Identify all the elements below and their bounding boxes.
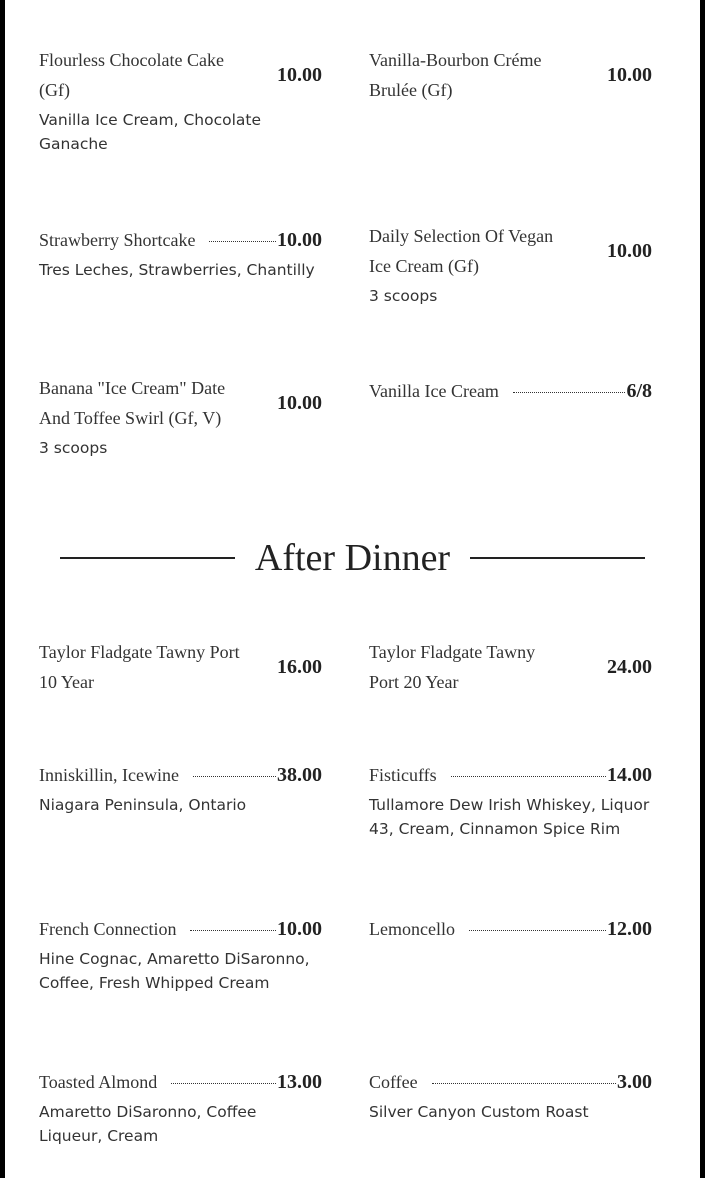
dot-leader	[190, 930, 276, 931]
menu-item-header	[39, 914, 322, 944]
menu-item-inniskillin-icewine	[39, 760, 322, 817]
menu-item-header	[39, 760, 322, 790]
menu-item-description: Silver Canyon Custom Roast	[369, 1103, 589, 1121]
dot-leader	[193, 776, 276, 777]
menu-item-name: Flourless Chocolate Cake (Gf)	[39, 50, 224, 100]
menu-item-description: Amaretto DiSaronno, Coffee Liqueur, Cream	[39, 1103, 257, 1145]
section-title: After Dinner	[254, 537, 451, 579]
menu-item-flourless-chocolate-cake	[39, 45, 322, 156]
menu-item-name: Banana "Ice Cream" Date And Toffee Swirl (Gf, V)	[39, 378, 226, 428]
dot-leader	[451, 776, 606, 777]
menu-item-price: 10.00	[277, 63, 322, 86]
menu-item-description: 3 scoops	[39, 439, 108, 457]
menu-item-description: Vanilla Ice Cream, Chocolate Ganache	[39, 111, 262, 153]
menu-item-price: 6/8	[626, 380, 652, 402]
menu-item-header	[369, 376, 652, 406]
menu-item-price: 10.00	[277, 391, 322, 414]
menu-item-name: Daily Selection Of Vegan Ice Cream (Gf)	[369, 226, 554, 276]
menu-item-header	[369, 45, 652, 105]
menu-item-description: Tres Leches, Strawberries, Chantilly	[39, 261, 315, 279]
menu-item-vegan-ice-cream	[369, 221, 652, 308]
menu-item-price: 10.00	[607, 63, 652, 86]
menu-item-header	[369, 760, 652, 790]
menu-item-name: Coffee	[369, 1072, 418, 1092]
menu-item-tawny-port-20	[369, 637, 652, 697]
menu-item-name: Lemoncello	[369, 919, 455, 939]
menu-item-description: Niagara Peninsula, Ontario	[39, 796, 247, 814]
menu-item-name: Taylor Fladgate Tawny Port 10 Year	[39, 642, 240, 692]
menu-item-name: French Connection	[39, 919, 177, 939]
menu-item-price: 13.00	[277, 1071, 322, 1093]
dot-leader	[513, 392, 626, 393]
menu-item-price: 10.00	[607, 239, 652, 262]
menu-item-name: Fisticuffs	[369, 765, 437, 785]
menu-item-price: 10.00	[277, 918, 322, 940]
menu-item-header	[369, 1067, 652, 1097]
menu-page	[5, 0, 700, 1178]
dot-leader	[432, 1083, 616, 1084]
menu-item-description: Tullamore Dew Irish Whiskey, Liquor 43, Cream, Cinnamon Spice Rim	[369, 796, 650, 838]
menu-item-name: Toasted Almond	[39, 1072, 158, 1092]
menu-item-price: 38.00	[277, 764, 322, 786]
menu-item-header	[369, 637, 652, 697]
menu-item-header	[39, 637, 322, 697]
menu-item-header	[369, 914, 652, 944]
menu-item-tawny-port-10	[39, 637, 322, 697]
menu-item-header	[39, 1067, 322, 1097]
menu-item-price: 3.00	[617, 1071, 652, 1093]
section-heading	[5, 528, 700, 588]
menu-item-price: 24.00	[607, 655, 652, 678]
menu-item-description: 3 scoops	[369, 287, 438, 305]
divider-right	[470, 557, 645, 559]
menu-item-price: 14.00	[607, 764, 652, 786]
menu-item-header	[39, 225, 322, 255]
menu-item-vanilla-bourbon-creme-brulee	[369, 45, 652, 105]
menu-item-header	[369, 221, 652, 281]
menu-item-name: Inniskillin, Icewine	[39, 765, 179, 785]
menu-item-coffee	[369, 1067, 652, 1124]
menu-item-name: Vanilla Ice Cream	[369, 381, 499, 401]
menu-item-price: 16.00	[277, 655, 322, 678]
menu-item-lemoncello	[369, 914, 652, 944]
menu-item-name: Strawberry Shortcake	[39, 230, 196, 250]
menu-item-french-connection	[39, 914, 339, 995]
menu-item-price: 12.00	[607, 918, 652, 940]
menu-item-header	[39, 373, 322, 433]
dot-leader	[469, 930, 606, 931]
menu-item-banana-ice-cream	[39, 373, 322, 460]
dot-leader	[171, 1083, 276, 1084]
menu-item-name: Vanilla-Bourbon Créme Brulée (Gf)	[369, 50, 542, 100]
menu-item-vanilla-ice-cream	[369, 376, 652, 406]
divider-left	[60, 557, 235, 559]
menu-item-fisticuffs	[369, 760, 669, 841]
menu-item-description: Hine Cognac, Amaretto DiSaronno, Coffee, Fresh Whipped Cream	[39, 950, 310, 992]
menu-item-price: 10.00	[277, 229, 322, 251]
menu-item-name: Taylor Fladgate Tawny Port 20 Year	[369, 642, 536, 692]
dot-leader	[209, 241, 276, 242]
menu-item-strawberry-shortcake	[39, 225, 339, 282]
menu-item-header	[39, 45, 322, 105]
menu-item-toasted-almond	[39, 1067, 322, 1148]
